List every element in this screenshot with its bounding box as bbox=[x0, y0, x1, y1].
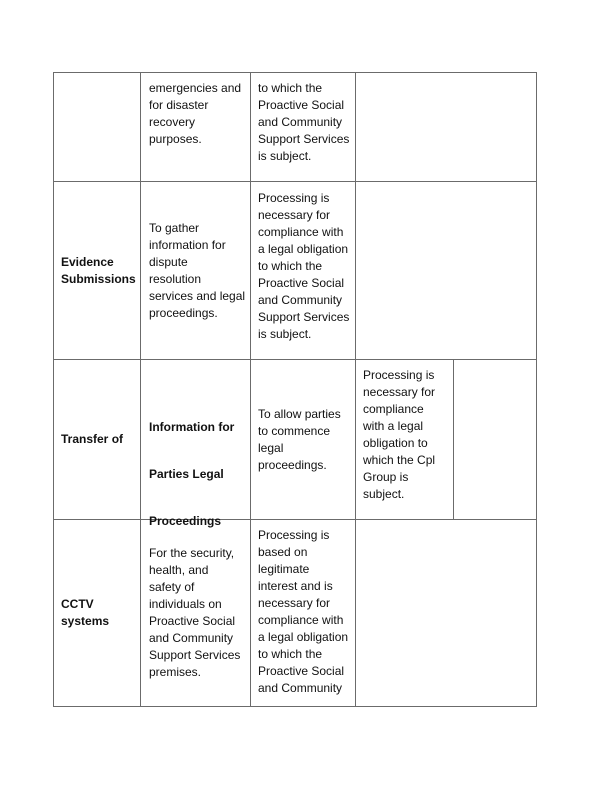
table-cell: Processing is based on legitimate interest and is necessary for compliance with a legal obligation to which the Proactive Social and Community bbox=[258, 528, 349, 695]
row-category-text: Transfer of bbox=[61, 432, 124, 446]
purpose-text: To gather information for dispute resolution services and legal proceedings. bbox=[149, 220, 246, 320]
row-border bbox=[53, 72, 537, 73]
table-cell: Processing is necessary for compliance with a legal obligation to which the Proactive Social and Community Support Services is subject. bbox=[258, 191, 350, 341]
purpose-line: Parties Legal bbox=[149, 467, 224, 481]
table-cell: Processing is necessary for compliance with a legal obligation to which the Cpl Group is subject. bbox=[363, 368, 436, 501]
table-cell bbox=[258, 360, 354, 519]
purpose-line: Information for bbox=[149, 420, 235, 434]
row-border bbox=[53, 706, 537, 707]
table-cell: emergencies and for disaster recovery purposes. bbox=[149, 81, 242, 146]
purpose-text: For the security, health, and safety of individuals on Proactive Social and Community Support Services premises. bbox=[149, 546, 241, 679]
table-cell bbox=[149, 520, 249, 706]
column-border bbox=[453, 359, 454, 520]
row-category-text: Evidence Submissions bbox=[61, 254, 136, 286]
column-border bbox=[355, 72, 356, 707]
row-category-text: CCTV systems bbox=[61, 597, 110, 628]
row-category-label bbox=[61, 520, 141, 706]
purpose-line: Proceedings bbox=[149, 514, 222, 528]
row-category-label bbox=[61, 360, 141, 519]
column-border bbox=[53, 72, 54, 707]
lawful-basis-text: To allow parties to commence legal proceedings. bbox=[258, 406, 341, 472]
column-border bbox=[250, 72, 251, 707]
table-cell: to which the Proactive Social and Community Support Services is subject. bbox=[258, 81, 350, 163]
row-category-label bbox=[61, 182, 141, 359]
column-border bbox=[536, 72, 537, 707]
table-cell bbox=[149, 182, 249, 359]
